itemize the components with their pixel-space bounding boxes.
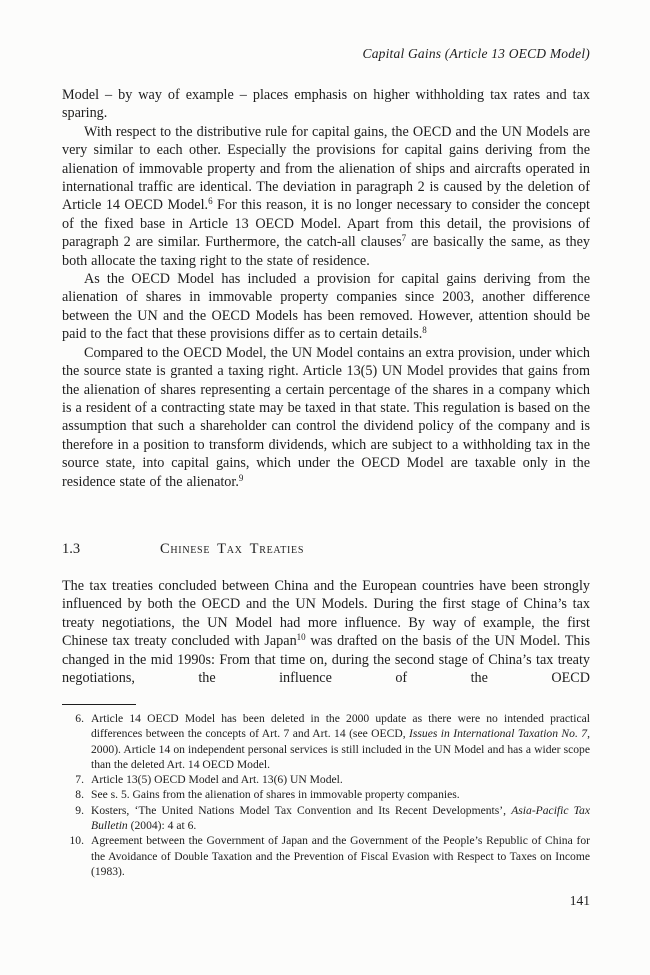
footnote-number: 7. bbox=[75, 773, 84, 787]
footnote-item bbox=[62, 787, 590, 802]
footnote-text bbox=[91, 711, 590, 772]
section-heading bbox=[62, 541, 590, 558]
footnote-item bbox=[62, 833, 590, 879]
text-run: Kosters, ‘The United Nations Model Tax Convention and Its Recent Developments’, bbox=[91, 803, 512, 817]
text-run: As the OECD Model has included a provision for capital gains deriving from the alienation of shares in immovable property companies since 2003, another difference between the UN and the OECD Models has been removed. However, attention should be paid to the fact that these provisions differ as to certain details. bbox=[62, 271, 590, 343]
paragraph bbox=[62, 86, 590, 123]
footnote-number: 6. bbox=[75, 712, 84, 725]
text-run: , 2000). Article 14 on independent personal services is still included in the UN Model and has a wider scope than the deleted Art. 14 OECD Model. bbox=[91, 727, 590, 771]
paragraph bbox=[62, 123, 590, 270]
text-run: For this reason, it is no longer necessary to consider the concept of the fixed base in Article 13 OECD Model. Apart from this detail, the provisions of paragraph 2 are similar. Furthermore, the catch-all clauses bbox=[62, 197, 590, 251]
section-number: 1.3 bbox=[62, 541, 81, 557]
text-run: was drafted on the basis of the UN Model. This changed in the mid 1990s: From that time on, during the second stage of China’s tax treaty negotiations, the influence of the OECD bbox=[62, 633, 590, 687]
page-number: 141 bbox=[569, 893, 590, 908]
footnote-reference: 7 bbox=[401, 233, 407, 244]
section-title: Chinese Tax Treaties bbox=[160, 541, 305, 557]
text-run: See s. 5. Gains from the alienation of shares in immovable property companies. bbox=[91, 788, 460, 802]
text-run: Model – by way of example – places emphasis on higher withholding tax rates and tax sparing. bbox=[62, 87, 590, 122]
footnote-reference: 9 bbox=[238, 472, 244, 483]
text-run: are basically the same, as they both allocate the taxing right to the state of residence. bbox=[62, 234, 590, 269]
body-text bbox=[62, 86, 590, 491]
footnote-item bbox=[62, 803, 590, 834]
footnote-number: 8. bbox=[75, 788, 84, 802]
text-run: Issues in International Taxation No. 7 bbox=[409, 727, 588, 741]
text-run: Agreement between the Government of Japan and the Government of the People’s Republic of China for the Avoidance of Double Taxation and the Prevention of Fiscal Evasion with Respect to Taxes on Income (1983). bbox=[91, 834, 590, 878]
footnotes-list bbox=[62, 711, 590, 879]
text-run: With respect to the distributive rule for capital gains, the OECD and the UN Models are very similar to each other. Especially the provisions for capital gains deriving from the alienation of immovable property and from the alienation of ships and aircrafts operated in international traffic are identical. The deviation in paragraph 2 is caused by the deletion of Article 14 OECD Model. bbox=[62, 123, 590, 214]
text-run: Article 14 OECD Model has been deleted in the 2000 update as there were no intended practical differences between the concepts of Art. 7 and Art. 14 (see OECD, bbox=[91, 712, 590, 741]
text-run: (2004): 4 at 6. bbox=[127, 819, 197, 833]
text-run: Compared to the OECD Model, the UN Model contains an extra provision, under which the source state is granted a taxing right. Article 13(5) UN Model provides that gains from the alienation of shares representing a certain percentage of the shares in a company which is a resident of a contracting state may be taxed in that state. This regulation is based on the assumption that such a shareholder can control the dividend policy of the company and is therefore in a position to transform dividends, which are subject to a withholding tax in the source state, into capital gains, which under the OECD Model are taxable only in the residence state of the alienator. bbox=[62, 344, 590, 490]
footnote-number: 10. bbox=[69, 834, 84, 848]
footnote-reference: 8 bbox=[422, 325, 427, 336]
footnote-item bbox=[62, 711, 590, 772]
footnote-reference: 6 bbox=[208, 196, 213, 207]
text-run: The tax treaties concluded between China and the European countries have been strongly influenced by both the OECD and the UN Models. During the first stage of China’s tax treaty negotiations, the UN Model had more influence. By way of example, the first Chinese tax treaty concluded with Japan bbox=[62, 578, 590, 650]
paragraph bbox=[62, 577, 590, 687]
paragraph bbox=[62, 270, 590, 344]
text-run: Article 13(5) OECD Model and Art. 13(6) UN Model. bbox=[91, 773, 343, 787]
footnote-text bbox=[91, 803, 590, 834]
footnote-item bbox=[62, 772, 590, 787]
footnote-text bbox=[91, 787, 590, 802]
running-header: Capital Gains (Article 13 OECD Model) bbox=[362, 46, 590, 61]
footnote-number: 9. bbox=[75, 803, 84, 817]
section-body-text bbox=[62, 577, 590, 687]
footnote-text bbox=[91, 772, 590, 787]
footnote-divider bbox=[62, 704, 136, 705]
footnote-text bbox=[91, 833, 590, 879]
footnote-reference: 10 bbox=[296, 632, 306, 643]
paragraph bbox=[62, 344, 590, 491]
text-run: Asia-Pacific Tax Bulletin bbox=[91, 803, 590, 833]
